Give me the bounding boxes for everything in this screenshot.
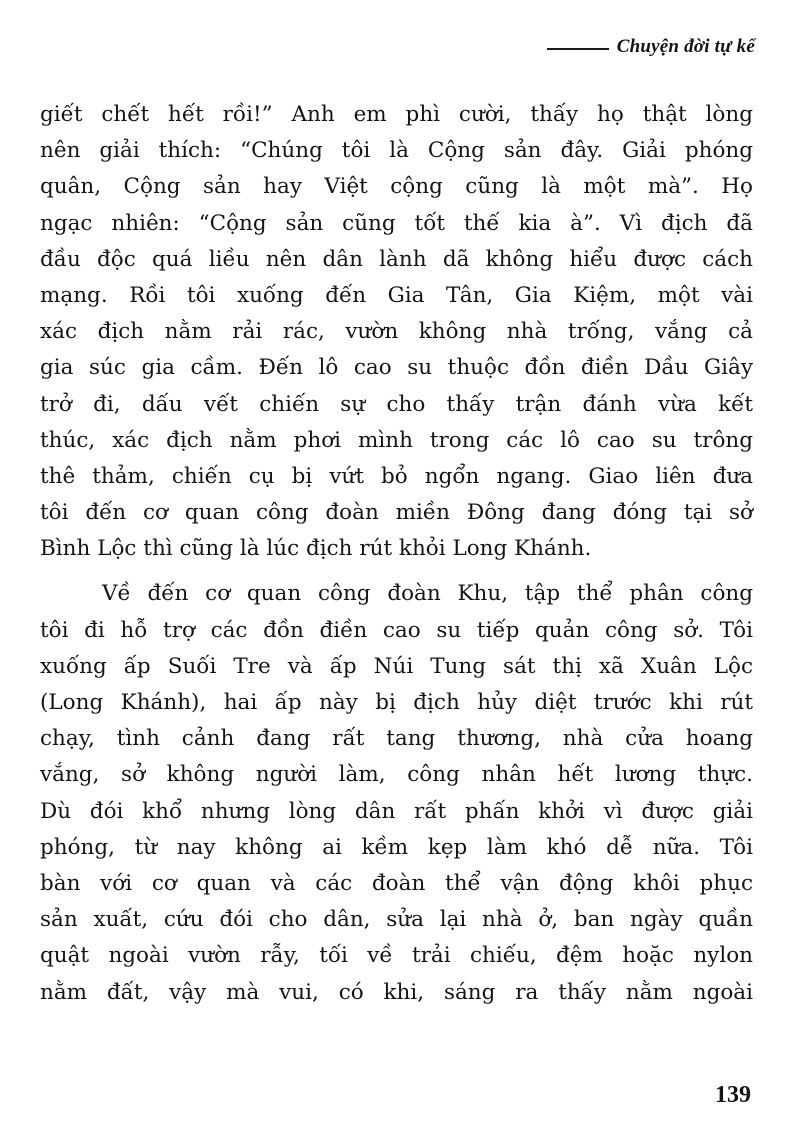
text-line: ngạc nhiên: “Cộng sản cũng tốt thế kia à”. Vì địch đã: [40, 210, 753, 236]
text-line: xác địch nằm rải rác, vườn không nhà trống, vắng cả: [40, 319, 753, 345]
page-number: 139: [715, 1082, 751, 1108]
text-line: tôi đi hỗ trợ các đồn điền cao su tiếp quản công sở. Tôi: [40, 617, 753, 643]
paragraph-1: [40, 97, 753, 567]
text-line: Bình Lộc thì cũng là lúc địch rút khỏi Long Khánh.: [40, 536, 592, 562]
text-line: Dù đói khổ nhưng lòng dân rất phấn khởi vì được giải: [40, 798, 753, 824]
text-line: gia súc gia cầm. Đến lô cao su thuộc đồn điền Dầu Giây: [40, 355, 753, 381]
running-header-title: Chuyện đời tự kể: [616, 36, 755, 57]
paragraph-2: [40, 576, 753, 1010]
text-line: sản xuất, cứu đói cho dân, sửa lại nhà ở, ban ngày quần: [40, 907, 753, 933]
text-line: Về đến cơ quan công đoàn Khu, tập thể phân công: [102, 581, 753, 607]
text-line: chạy, tình cảnh đang rất tang thương, nhà cửa hoang: [40, 726, 753, 752]
text-line: tôi đến cơ quan công đoàn miền Đông đang đóng tại sở: [40, 500, 753, 526]
running-header: [547, 36, 755, 58]
text-line: giết chết hết rồi!” Anh em phì cười, thấy họ thật lòng: [40, 102, 753, 127]
text-line: (Long Khánh), hai ấp này bị địch hủy diệt trước khi rút: [40, 690, 753, 715]
body-text: [40, 97, 753, 1011]
text-line: quân, Cộng sản hay Việt cộng cũng là một mà”. Họ: [40, 174, 753, 200]
text-line: quật ngoài vườn rẫy, tối về trải chiếu, đệm hoặc nylon: [40, 943, 753, 969]
text-line: thê thảm, chiến cụ bị vứt bỏ ngổn ngang. Giao liên đưa: [40, 463, 753, 489]
text-line: nên giải thích: “Chúng tôi là Cộng sản đây. Giải phóng: [40, 138, 753, 164]
text-line: xuống ấp Suối Tre và ấp Núi Tung sát thị xã Xuân Lộc: [40, 653, 753, 679]
header-rule: [547, 48, 609, 50]
text-line: phóng, từ nay không ai kềm kẹp làm khó dễ nữa. Tôi: [40, 834, 753, 860]
text-line: thúc, xác địch nằm phơi mình trong các lô cao su trông: [40, 427, 753, 453]
text-line: mạng. Rồi tôi xuống đến Gia Tân, Gia Kiệm, một vài: [40, 282, 753, 308]
text-line: nằm đất, vậy mà vui, có khi, sáng ra thấy nằm ngoài: [40, 979, 753, 1005]
text-line: trở đi, dấu vết chiến sự cho thấy trận đánh vừa kết: [40, 391, 753, 417]
text-line: bàn với cơ quan và các đoàn thể vận động khôi phục: [40, 870, 753, 896]
text-line: vắng, sở không người làm, công nhân hết lương thực.: [40, 762, 753, 788]
text-line: đầu độc quá liều nên dân lành dã không hiểu được cách: [40, 246, 753, 272]
